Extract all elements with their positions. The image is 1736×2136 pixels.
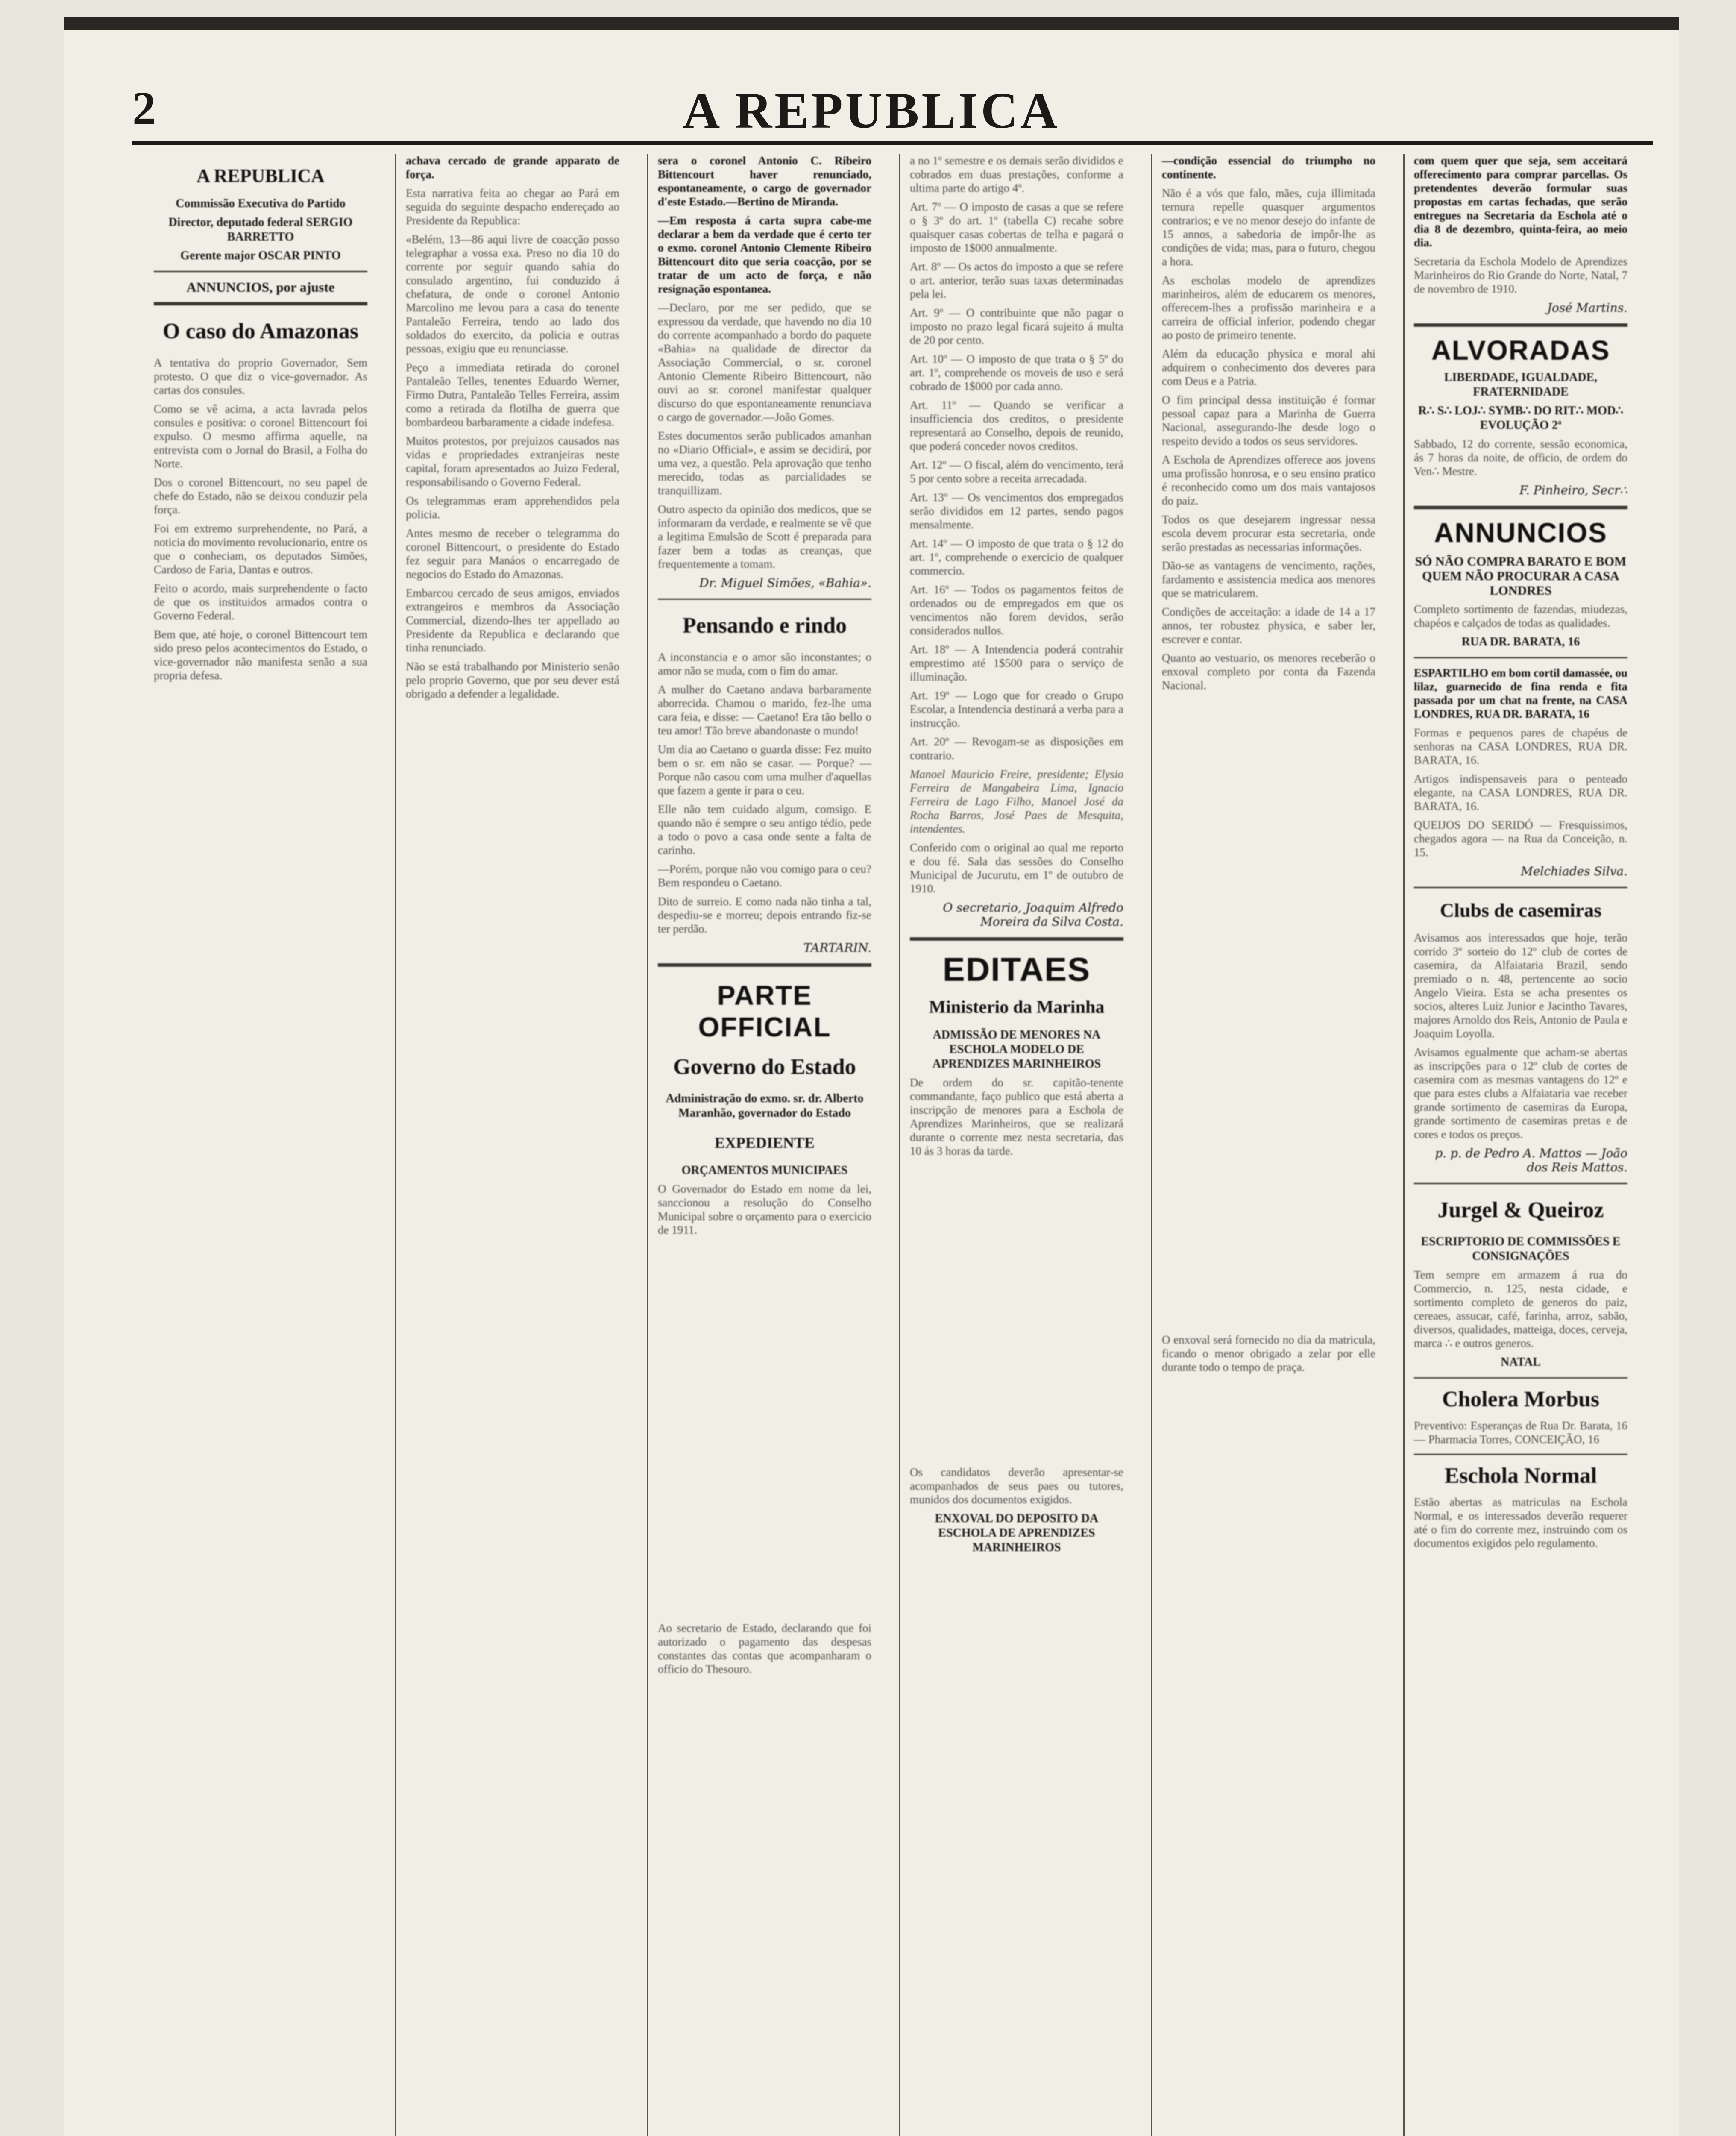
section-title: Jurgel & Queiroz xyxy=(1437,1198,1604,1222)
section-title: Cholera Morbus xyxy=(1442,1387,1600,1411)
paragraph: Sabbado, 12 do corrente, sessão economica, ás 7 horas da noite, de officio, de ordem do Ven∴ Mestre. xyxy=(1414,437,1628,478)
paragraph: Secretaria da Eschola Modelo de Aprendizes Marinheiros do Rio Grande do Norte, Natal, 7 de novembro de 1910. xyxy=(1414,255,1628,295)
ad-text: ESPARTILHO em bom cortil damassée, ou lilaz, guarnecido de fina renda e fita passada por um chat na frente, na CASA LONDRES, RUA DR. BARATA, 16 xyxy=(1414,666,1628,720)
signature: F. Pinheiro, Secr∴ xyxy=(1519,483,1628,497)
paragraph: Outro aspecto da opinião dos medicos, que se informaram da verdade, e realmente se vê que a legitima Emulsão de Scott é preparada para fazer bem a todas as creanças, que frequentemente a tomam. xyxy=(658,503,871,570)
paragraph: achava cercado de grande apparato de força. xyxy=(406,154,619,181)
signature: Dr. Miguel Simões, «Bahia». xyxy=(699,576,871,590)
newspaper-page xyxy=(64,17,1679,2136)
paragraph: Não é a vós que falo, mães, cuja illimitada ternura repelle quasquer argumentos contrarios; e ve no menor desejo do infante de 15 annos, a sabedoria de impôr-lhe as condições de vida; mas, para o futuro, chegou a hora. xyxy=(1162,187,1375,268)
ad-text: Formas e pequenos pares de chapéus de senhoras na CASA LONDRES, RUA DR. BARATA, 16. xyxy=(1414,726,1628,766)
paragraph: —Em resposta á carta supra cabe-me declarar a bem da verdade que é certo ter o exmo. coronel Antonio Clemente Ribeiro Bittencourt dito que seria coacção, por se tratar de um acto de força, e não resignação espontanea. xyxy=(658,214,871,295)
header-rule xyxy=(132,141,1653,145)
signature: p. p. de Pedro A. Mattos — João dos Reis Mattos. xyxy=(1435,1146,1628,1174)
paragraph: Estes documentos serão publicados amanhan no «Diario Official», e assim se decidirá, por uma vez, a questão. Pela aprovação que tenho merecido, todas as parcialidades se tranquillizam. xyxy=(658,429,871,497)
subtitle-line: ADMISSÃO DE MENORES NA ESCHOLA MODELO DE APRENDIZES MARINHEIROS xyxy=(932,1028,1101,1071)
paragraph: Ao secretario de Estado, declarando que foi autorizado o pagamento das despesas constantes das contas que acompanharam o officio do Thesouro. xyxy=(658,1622,871,1675)
column-2 xyxy=(406,154,619,2136)
paragraph: Dito de surreio. E como nada não tinha a tal, despediu-se e morreu; depois entrando fiz-se ter perdão. xyxy=(658,895,871,935)
column-divider xyxy=(1151,154,1152,2136)
paragraph: Peço a immediata retirada do coronel Pantaleão Telles, tenentes Eduardo Werner, Firmo Dutra, Pantaleão Telles Ferreira, assim como a retirada da flotilha de guerra que bombardeou barbaramente a cidade indefesa. xyxy=(406,361,619,428)
divider xyxy=(658,963,871,967)
column-1 xyxy=(154,154,367,2136)
divider xyxy=(910,937,1123,941)
column-divider xyxy=(647,154,648,2136)
top-border xyxy=(64,17,1679,30)
paragraph: Feito o acordo, mais surprehendente o facto de que os instituidos armados contra o Governo Federal. xyxy=(154,582,367,622)
paragraph: «Belém, 13—86 aqui livre de coacção posso telegraphar a vossa exa. Preso no dia 10 do corrente por seguir quando sahia do consulado argentino, fui conduzido á chefatura, de onde o coronel Antonio Marcolino me levou para a casa do tenente Pantaleão Ferreira, tendo ao lado dos soldados do exercito, da policia e outras pessoas, exigiu que eu renunciasse. xyxy=(406,233,619,355)
paragraph: Art. 14º — O imposto de que trata o § 12 do art. 1º, comprehende o exercicio de qualquer commercio. xyxy=(910,537,1123,577)
signature: O secretario, Joaquim Alfredo Moreira da Silva Costa. xyxy=(943,901,1123,929)
paragraph: O fim principal dessa instituição é formar pessoal capaz para a Marinha de Guerra Nacional, assegurando-lhe desde logo o respeito devido a todos os seus servidores. xyxy=(1162,393,1375,447)
divider xyxy=(1414,323,1628,327)
paragraph: Todos os que desejarem ingressar nessa escola devem procurar esta secretaria, onde serão prestadas as necessarias informações. xyxy=(1162,513,1375,553)
divider xyxy=(1414,1183,1628,1184)
divider xyxy=(1414,887,1628,888)
paragraph: O Governador do Estado em nome da lei, sanccionou a resolução do Conselho Municipal sobre o orçamento para o exercicio de 1911. xyxy=(658,1182,871,1236)
column-divider xyxy=(395,154,396,2136)
paragraph: A Eschola de Aprendizes offerece aos jovens uma profissão honrosa, e o seu ensino pratico é reconhecido como um dos mais vantajosos do paiz. xyxy=(1162,453,1375,507)
paragraph: Dos o coronel Bittencourt, no seu papel de chefe do Estado, não se deixou conduzir pela força. xyxy=(154,476,367,516)
divider xyxy=(1414,1377,1628,1379)
paragraph: As escholas modelo de aprendizes marinheiros, além de educarem os menores, offerecem-lhes a profissão marinheira e a carreira de official inferior, podendo chegar ao posto de primeiro tenente. xyxy=(1162,274,1375,341)
paragraph: Conferido com o original ao qual me reporto e dou fé. Sala das sessões do Conselho Municipal de Jucurutu, em 1º de outubro de 1910. xyxy=(910,841,1123,895)
signatures: Manoel Mauricio Freire, presidente; Elysio Ferreira de Mangabeira Lima, Ignacio Ferreira de Lago Filho, Manoel José da Rocha Barros, José Paes de Mesquita, intendentes. xyxy=(910,768,1123,835)
paragraph: Os telegrammas eram apprehendidos pela policia. xyxy=(406,494,619,521)
ads-rate: ANNUNCIOS, por ajuste xyxy=(186,279,335,295)
ad-address: RUA DR. BARATA, 16 xyxy=(1461,635,1580,648)
paragraph: Muitos protestos, por prejuizos causados nas vidas e propriedades extranjeiras neste capital, foram apresentados ao Juizo Federal, responsabilisando o Governo Federal. xyxy=(406,434,619,488)
signature: TARTARIN. xyxy=(803,941,871,955)
paragraph: com quem quer que seja, sem acceitará offerecimento para comprar parcellas. Os pretendentes deverão formular suas propostas em cartas fechadas, que serão entregues na Secretaria da Eschola até o dia 8 de dezembro, quinta-feira, ao meio dia. xyxy=(1414,154,1628,249)
paragraph: Os candidatos deverão apresentar-se acompanhados de seus paes ou tutores, munidos dos documentos exigidos. xyxy=(910,1466,1123,1506)
lodge-title: ALVORADAS xyxy=(1431,335,1610,366)
ad-headline: SÓ NÃO COMPRA BARATO E BOM QUEM NÃO PROCURAR A CASA LONDRES xyxy=(1415,555,1627,598)
section-title: Clubs de casemiras xyxy=(1440,899,1602,921)
paragraph: Elle não tem cuidado algum, comsigo. E quando não é sempre o seu antigo tédio, pede a todo o povo a casa onde sente a falta de carinho. xyxy=(658,803,871,857)
paragraph: Antes mesmo de receber o telegramma do coronel Bittencourt, o presidente do Estado fez seguir para Manáos o encarregado de negocios do Estado do Amazonas. xyxy=(406,527,619,581)
paragraph: O enxoval será fornecido no dia da matricula, ficando o menor obrigado a zelar por elle durante todo o tempo de praça. xyxy=(1162,1333,1375,1373)
lodge-line: R∴ S∴ LOJ∴ SYMB∴ DO RIT∴ MOD∴ EVOLUÇÃO 2ª xyxy=(1418,404,1624,432)
divider xyxy=(1414,506,1628,509)
paragraph: Um dia ao Caetano o guarda disse: Fez muito bem o sr. em não se casar. — Porque? — Porque não casou com uma mulher d'aquellas que fazem a gente ir para o ceu. xyxy=(658,743,871,797)
paragraph: Art. 9º — O contribuinte que não pagar o imposto no prazo legal ficará sujeito á multa de 20 por cento. xyxy=(910,306,1123,346)
paragraph: Dão-se as vantagens de vencimento, rações, fardamento e assistencia medica aos menores que se matricularem. xyxy=(1162,559,1375,599)
subtitle-line: Administração do exmo. sr. dr. Alberto Maranhão, governador do Estado xyxy=(666,1092,864,1120)
column-6 xyxy=(1414,154,1628,2136)
imprint-line: Director, deputado federal SERGIO BARRETTO xyxy=(168,216,353,244)
divider xyxy=(154,271,367,272)
paragraph: Esta narrativa feita ao chegar ao Pará em seguida do seguinte despacho endereçado ao Presidente da Republica: xyxy=(406,187,619,227)
page-number: 2 xyxy=(132,82,156,134)
divider xyxy=(1414,657,1628,658)
section-title: EDITAES xyxy=(942,951,1091,988)
paragraph: Art. 7º — O imposto de casas a que se refere o § 3º do art. 1º (tabella C) recahe sobre quaisquer casas cobertas de telha e pagará o imposto de 1$000 annualmente. xyxy=(910,200,1123,254)
paragraph: Bem que, até hoje, o coronel Bittencourt tem sido preso pelos acontecimentos do Estado, o vice-governador não manifesta senão a sua propria defesa. xyxy=(154,628,367,682)
paragraph: Além da educação physica e moral ahi adquirem o conhecimento dos deveres para com Deus e a Patria. xyxy=(1162,347,1375,387)
subtitle-line: ENXOVAL DO DEPOSITO DA ESCHOLA DE APRENDIZES MARINHEIROS xyxy=(935,1512,1099,1554)
paragraph: Art. 11º — Quando se verificar a insufficiencia dos creditos, o presidente representará ao Conselho, depois de reunido, que poderá conceder novos creditos. xyxy=(910,399,1123,452)
paragraph: A mulher do Caetano andava barbaramente aborrecida. Chamou o marido, fez-lhe uma cara feia, e disse: — Caetano! Era tão bello o teu amor! Tão breve abandonaste o mundo! xyxy=(658,683,871,737)
paragraph: —condição essencial do triumpho no continente. xyxy=(1162,154,1375,181)
column-divider xyxy=(899,154,900,2136)
paragraph: Art. 8º — Os actos do imposto a que se refere o art. anterior, terão suas taxas determinadas pela lei. xyxy=(910,260,1123,300)
lodge-motto: LIBERDADE, IGUALDADE, FRATERNIDADE xyxy=(1444,371,1598,399)
column-3 xyxy=(658,154,871,2136)
paragraph: sera o coronel Antonio C. Ribeiro Bittencourt haver renunciado, espontaneamente, o cargo de governador d'este Estado.—Bertino de Miranda. xyxy=(658,154,871,208)
section-title: Pensando e rindo xyxy=(682,613,847,638)
paragraph: A tentativa do proprio Governador, Sem protesto. O que diz o vice-governador. As cartas dos consules. xyxy=(154,356,367,396)
signature: Melchiades Silva. xyxy=(1521,864,1628,878)
article-title: O caso do Amazonas xyxy=(163,319,358,343)
paragraph: Avisamos egualmente que acham-se abertas as inscripções para o 12º club de cortes de casemira com as mesmas vantagens do 12º e que para estes clubs a Alfaiataria vae receber grande sortimento de casemiras da Europa, grande sortimento de casemiras pretas e de cores e todos os preços. xyxy=(1414,1046,1628,1141)
paragraph: —Declaro, por me ser pedido, que se expressou da verdade, que havendo no dia 10 do corrente acompanhado a bordo do paquete «Bahia» na qualidade de director da Associação Commercial, o sr. coronel Antonio Clemente Ribeiro Bittencourt, não ouvi ao sr. coronel manifestar qualquer discurso do que espontaneamente renunciava o cargo de governador.—João Gomes. xyxy=(658,301,871,423)
paragraph: Condições de acceitação: a idade de 14 a 17 annos, ter robustez physica, e saber ler, escrever e contar. xyxy=(1162,605,1375,645)
paragraph: Art. 16º — Todos os pagamentos feitos de ordenados ou de empregados em que os vencimentos não forem devidos, serão considerados nullos. xyxy=(910,583,1123,637)
paragraph: Art. 18º — A Intendencia poderá contrahir emprestimo até 1$500 para o serviço de illuminação. xyxy=(910,643,1123,683)
ad-text: Completo sortimento de fazendas, miudezas, chapéos e calçados de todas as qualidades. xyxy=(1414,603,1628,629)
paragraph: De ordem do sr. capitão-tenente commandante, faço publico que está aberta a inscripção de menores para a Eschola de Aprendizes Marinheiros, que se realizará durante o corrente mez nesta secretaria, das 10 ás 3 horas da tarde. xyxy=(910,1076,1123,1157)
column-4 xyxy=(910,154,1123,2136)
paragraph: A inconstancia e o amor são inconstantes; o amor não se muda, com o fim do amar. xyxy=(658,651,871,677)
paragraph: Tem sempre em armazem á rua do Commercio, n. 125, nesta cidade, e sortimento completo de generos do paiz, cereaes, assucar, café, farinha, arroz, sabão, diversos, qualidades, matteiga, doces, cerveja, marca ∴ e outros generos. xyxy=(1414,1268,1628,1350)
paragraph: Não se está trabalhando por Ministerio senão pelo proprio Governo, que por seu dever está obrigado a defender a legalidade. xyxy=(406,660,619,700)
divider xyxy=(154,302,367,305)
paragraph: Art. 12º — O fiscal, além do vencimento, terá 5 por cento sobre a receita arrecadada. xyxy=(910,458,1123,485)
divider xyxy=(658,599,871,600)
section-subtitle: Governo do Estado xyxy=(673,1055,856,1079)
paragraph: Avisamos aos interessados que hoje, terão corrido 3º sorteio do 12º club de cortes de casemira, da Alfaiataria Brazil, sendo premiado o n. 48, pertencente ao socio Angelo Vieira. Esta se acha presentes os socios, alteres Luiz Junior e Jacintho Tavares, majores Arnoldo dos Reis, Antonio de Paula e Joaquim Loyolla. xyxy=(1414,931,1628,1040)
subtitle-line: ESCRIPTORIO DE COMMISSÕES E CONSIGNAÇÕES xyxy=(1421,1235,1621,1263)
paragraph: Preventivo: Esperanças de Rua Dr. Barata, 16 — Pharmacia Torres, CONCEIÇÃO, 16 xyxy=(1414,1419,1628,1446)
section-subtitle: EXPEDIENTE xyxy=(714,1134,815,1151)
imprint-line: Commissão Executiva do Partido xyxy=(176,197,346,210)
city-line: NATAL xyxy=(1501,1356,1541,1369)
divider xyxy=(1414,1454,1628,1455)
section-title: PARTE OFFICIAL xyxy=(698,980,831,1042)
section-subtitle: Ministerio da Marinha xyxy=(929,998,1105,1017)
paragraph: Art. 10º — O imposto de que trata o § 5º do art. 1º, comprehende os moveis de uso e será cobrado de 1$000 por cada anno. xyxy=(910,352,1123,393)
paragraph: Art. 20º — Revogam-se as disposições em contrario. xyxy=(910,735,1123,762)
paragraph: a no 1º semestre e os demais serão divididos e cobrados em duas prestações, conforme a ultima parte do artigo 4º. xyxy=(910,154,1123,194)
column-5 xyxy=(1162,154,1375,2136)
imprint-line: Gerente major OSCAR PINTO xyxy=(180,249,341,262)
paragraph: Embarcou cercado de seus amigos, enviados extrangeiros e membros da Associação Commercial, dizendo-lhes ter appellado ao Presidente da Republica e declarando que tinha renunciado. xyxy=(406,587,619,654)
paragraph: Quanto ao vestuario, os menores receberão o enxoval completo por conta da Fazenda Nacional. xyxy=(1162,651,1375,692)
paragraph: Art. 19º — Logo que for creado o Grupo Escolar, a Intendencia destinará a verba para a instrucção. xyxy=(910,689,1123,729)
subtitle-line: ORÇAMENTOS MUNICIPAES xyxy=(681,1164,848,1177)
column-divider xyxy=(1403,154,1405,2136)
paper-masthead: A REPUBLICA xyxy=(196,165,325,186)
page-title: A REPUBLICA xyxy=(683,82,1060,139)
section-title: Eschola Normal xyxy=(1444,1464,1597,1488)
ad-text: Artigos indispensaveis para o penteado elegante, na CASA LONDRES, RUA DR. BARATA, 16. xyxy=(1414,772,1628,813)
section-title: ANNUNCIOS xyxy=(1434,517,1607,548)
paragraph: Estão abertas as matriculas na Eschola Normal, e os interessados deverão requerer até o fim do corrente mez, instruindo com os documentos exigidos pelo regulamento. xyxy=(1414,1496,1628,1549)
signature: José Martins. xyxy=(1547,301,1628,315)
paragraph: Foi em extremo surprehendente, no Pará, a noticia do movimento revolucionario, entre os que o conheciam, os deputados Simões, Cardoso de Faria, Dantas e outros. xyxy=(154,522,367,576)
ad-text: QUEIJOS DO SERIDÓ — Fresquissimos, chegados agora — na Rua da Conceição, n. 15. xyxy=(1414,819,1628,859)
paragraph: Como se vê acima, a acta lavrada pelos consules e positiva: o coronel Bittencourt foi expulso. O mesmo affirma aquelle, na entrevista com o Jornal do Brasil, a Folha do Norte. xyxy=(154,402,367,470)
paragraph: Art. 13º — Os vencimentos dos empregados serão divididos em 12 partes, sendo pagos mensalmente. xyxy=(910,491,1123,531)
paragraph: —Porém, porque não vou comigo para o ceu? Bem respondeu o Caetano. xyxy=(658,863,871,889)
